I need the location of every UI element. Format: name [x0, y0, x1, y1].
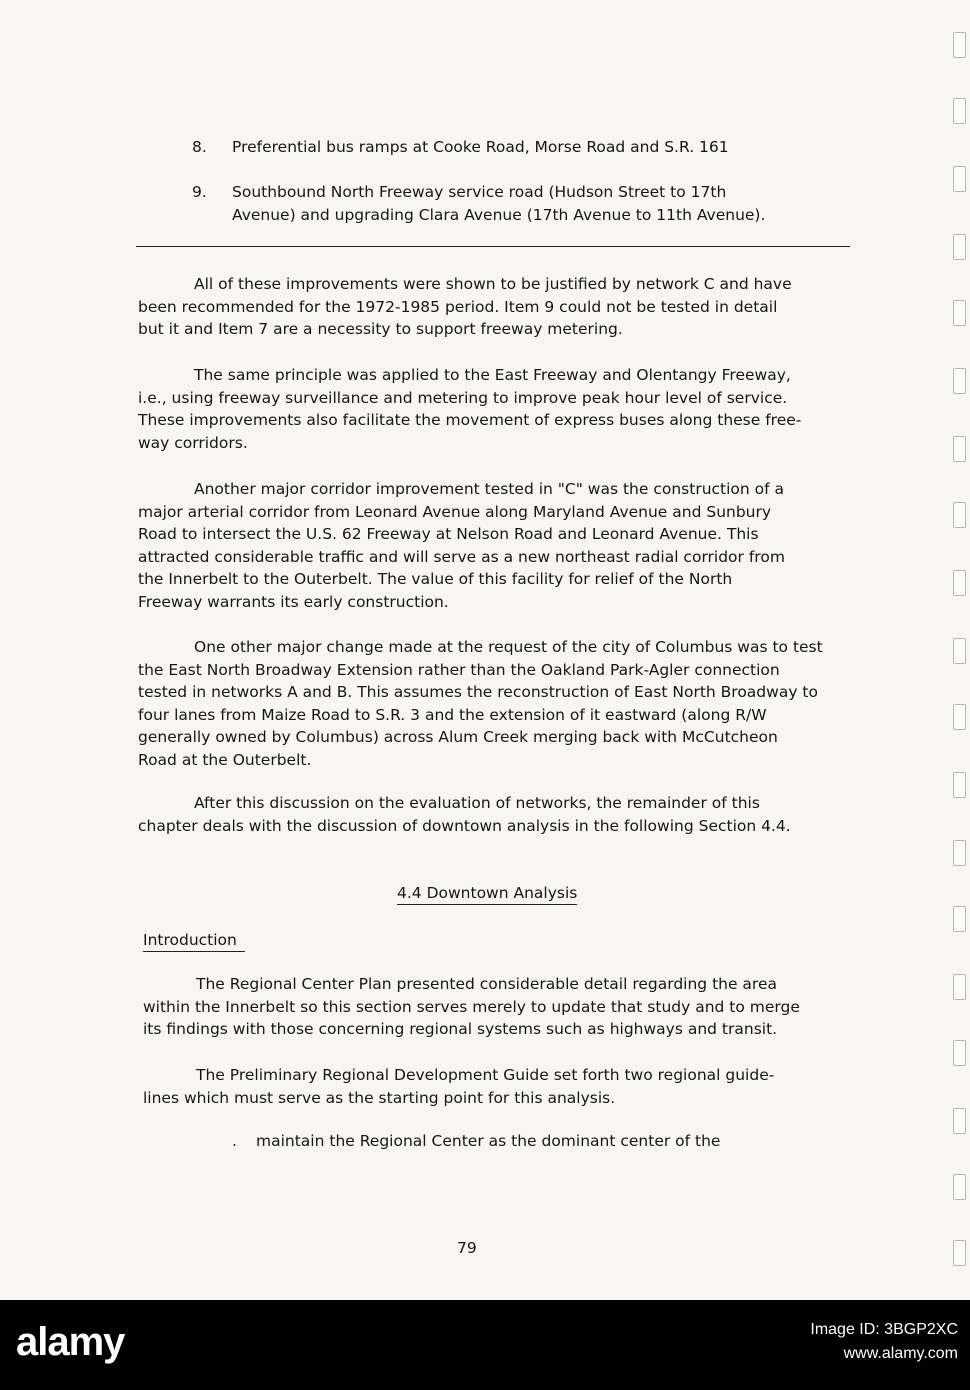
binding-tab [953, 368, 966, 394]
list-item-number: 8. [192, 138, 207, 156]
binding-tab [953, 704, 966, 730]
watermark-footer [0, 1300, 970, 1390]
binding-tab [953, 840, 966, 866]
paragraph: The Preliminary Regional Development Guide set forth two regional guide- lines which must serve as the starting point for this analysis. [143, 1066, 775, 1107]
binding-tab [953, 502, 966, 528]
list-item-text: Avenue) and upgrading Clara Avenue (17th Avenue to 11th Avenue). [232, 206, 766, 224]
binding-tab [953, 1174, 966, 1200]
bullet-text: maintain the Regional Center as the dominant center of the [256, 1132, 721, 1150]
bullet-marker: . [232, 1132, 237, 1150]
page-number: 79 [457, 1239, 477, 1257]
binding-tab [953, 974, 966, 1000]
binding-tabs [948, 0, 970, 1300]
source-url: www.alamy.com [843, 1345, 958, 1362]
binding-tab [953, 234, 966, 260]
list-item-text: Southbound North Freeway service road (Hudson Street to 17th [232, 183, 727, 201]
paragraph: The Regional Center Plan presented considerable detail regarding the area within the Innerbelt so this section serves merely to update that study and to merge its findings with those concerning regional systems such as highways and transit. [143, 975, 800, 1039]
paragraph: After this discussion on the evaluation of networks, the remainder of this chapter deals with the discussion of downtown analysis in the following Section 4.4. [138, 794, 791, 835]
subheading: Introduction [143, 929, 245, 952]
binding-tab [953, 98, 966, 124]
binding-tab [953, 906, 966, 932]
binding-tab [953, 570, 966, 596]
binding-tab [953, 1040, 966, 1066]
binding-tab [953, 32, 966, 58]
paragraph: Another major corridor improvement tested in "C" was the construction of a major arterial corridor from Leonard Avenue along Maryland Avenue and Sunbury Road to intersect the U.S. 62 Freeway at Nelson Road and Leonard Avenue. This attracted considerable traffic and will serve as a new northeast radial corridor from the Innerbelt to the Outerbelt. The value of this facility for relief of the North Freeway warrants its early construction. [138, 480, 785, 611]
binding-tab [953, 1108, 966, 1134]
paragraph: The same principle was applied to the East Freeway and Olentangy Freeway, i.e., using freeway surveillance and metering to improve peak hour level of service. These improvements also facilitate the movement of express buses along these free- way corridors. [138, 366, 802, 452]
binding-tab [953, 436, 966, 462]
list-item-text: Preferential bus ramps at Cooke Road, Morse Road and S.R. 161 [232, 138, 729, 156]
horizontal-rule [136, 246, 850, 247]
paragraph: All of these improvements were shown to be justified by network C and have been recommended for the 1972-1985 period. Item 9 could not be tested in detail but it and Item 7 are a necessity to support freeway metering. [138, 275, 792, 339]
alamy-logo: alamy [16, 1320, 125, 1364]
section-heading: 4.4 Downtown Analysis [397, 882, 577, 905]
paragraph: One other major change made at the request of the city of Columbus was to test the East North Broadway Extension rather than the Oakland Park-Agler connection tested in networks A and B. This assumes the reconstruction of East North Broadway to four lanes from Maize Road to S.R. 3 and the extension of it eastward (along R/W generally owned by Columbus) across Alum Creek merging back with McCutcheon Road at the Outerbelt. [138, 638, 823, 769]
binding-tab [953, 300, 966, 326]
binding-tab [953, 166, 966, 192]
binding-tab [953, 1240, 966, 1266]
image-id: Image ID: 3BGP2XC [810, 1321, 958, 1338]
image-id-block [810, 1318, 958, 1366]
list-item-number: 9. [192, 183, 207, 201]
binding-tab [953, 638, 966, 664]
binding-tab [953, 772, 966, 798]
